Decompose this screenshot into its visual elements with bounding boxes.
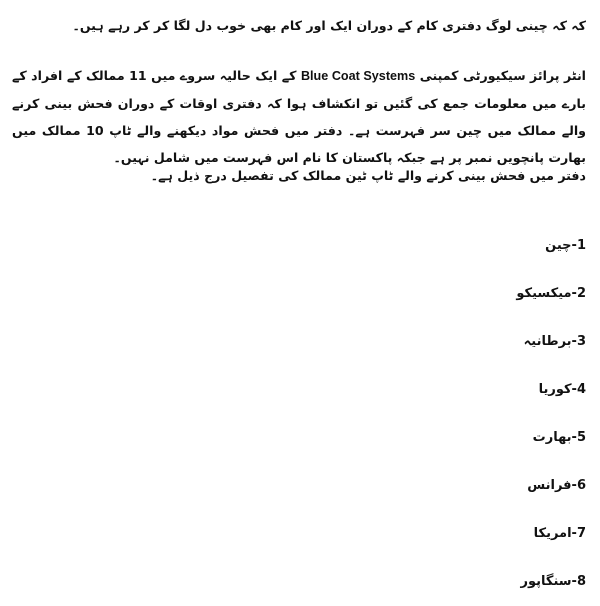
list-item: 2-میکسیکو xyxy=(516,286,586,301)
paragraph-list-heading xyxy=(12,162,586,189)
country-list xyxy=(516,222,586,606)
list-item: 6-فرانس xyxy=(527,478,586,493)
paragraph-list-heading-text: دفتر میں فحش بینی کرنے والے ٹاپ ٹین ممالک کی تفصیل درج ذیل ہے۔ xyxy=(150,168,586,183)
paragraph-survey-before: انٹر پرائز سیکیورٹی کمپنی xyxy=(415,68,587,83)
paragraph-survey xyxy=(12,62,586,171)
paragraph-survey-after: کے ایک حالیہ سروے میں 11 ممالک کے افراد کے بارے میں معلومات جمع کی گئیں تو انکشاف ہوا کہ دفتری اوقات کے دوران فحش بینی کرنے والے ممالک میں چین سر فہرست ہے۔ دفتر میں فحش مواد دیکھنے والے ٹاپ 10 ممالک میں بھارت پانچویں نمبر پر ہے جبکہ پاکستان کا نام اس فہرست میں شامل نہیں۔ xyxy=(12,68,586,165)
list-item: 3-برطانیہ xyxy=(523,334,586,349)
list-item: 1-چین xyxy=(545,238,586,253)
company-name: Blue Coat Systems xyxy=(300,69,416,83)
list-item: 8-سنگاپور xyxy=(520,574,586,589)
list-item: 4-کوریا xyxy=(538,382,586,397)
paragraph-intro-text: کہ کہ چینی لوگ دفتری کام کے دوران ایک اور کام بھی خوب دل لگا کر کر رہے ہیں۔ xyxy=(72,18,586,33)
list-item: 7-امریکا xyxy=(533,526,586,541)
list-item: 5-بھارت xyxy=(532,430,586,445)
paragraph-intro xyxy=(12,12,586,39)
